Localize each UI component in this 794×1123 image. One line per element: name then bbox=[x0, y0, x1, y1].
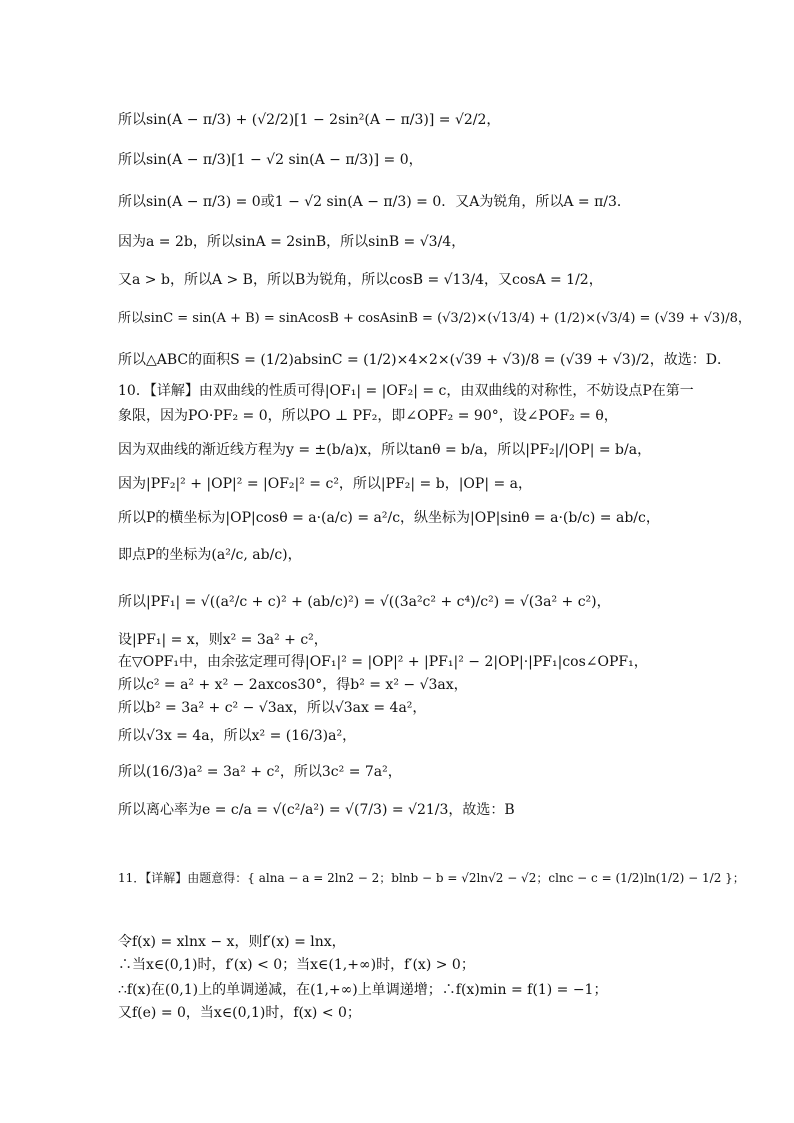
text-line-23: 令f(x) = xlnx − x，则f′(x) = lnx， bbox=[118, 934, 346, 950]
text-line-19: 所以√3x = 4a，所以x² = (16/3)a²， bbox=[118, 728, 357, 744]
text-line-6: 所以sinC = sin(A + B) = sinAcosB + cosAsinB = (√3/2)×(√13/4) + (1/2)×(√3/4) = (√39 + √3)/8， bbox=[118, 311, 751, 326]
text-line-10: 因为双曲线的渐近线方程为y = ±(b/a)x，所以tanθ = b/a，所以|PF₂|/|OP| = b/a， bbox=[118, 442, 652, 458]
text-line-4: 因为a = 2b，所以sinA = 2sinB，所以sinB = √3/4， bbox=[118, 234, 466, 250]
text-line-11: 因为|PF₂|² + |OP|² = |OF₂|² = c²，所以|PF₂| = b，|OP| = a， bbox=[118, 476, 533, 492]
text-line-18: 所以b² = 3a² + c² − √3ax，所以√3ax = 4a²， bbox=[118, 700, 427, 716]
text-line-7: 所以△ABC的面积S = (1/2)absinC = (1/2)×4×2×(√39 + √3)/8 = (√39 + √3)/2，故选：D． bbox=[118, 352, 731, 368]
text-line-13: 即点P的坐标为(a²/c, ab/c)， bbox=[118, 547, 302, 563]
text-line-5: 又a > b，所以A > B，所以B为锐角，所以cosB = √13/4，又cosA = 1/2， bbox=[118, 272, 603, 288]
text-line-26: 又f(e) = 0，当x∈(0,1)时，f(x) < 0； bbox=[118, 1005, 361, 1021]
text-line-21: 所以离心率为e = c/a = √(c²/a²) = √(7/3) = √21/3，故选：B bbox=[118, 802, 515, 818]
text-line-22: 11．【详解】由题意得：{ alna − a = 2ln2 − 2；blnb − b = √2ln√2 − √2；clnc − c = (1/2)ln(1/2) − 1/2 }； bbox=[118, 871, 745, 885]
text-line-16: 在▽OPF₁中，由余弦定理可得|OF₁|² = |OP|² + |PF₁|² − 2|OP|·|PF₁|cos∠OPF₁， bbox=[118, 654, 648, 670]
text-line-8: 10．【详解】由双曲线的性质可得|OF₁| = |OF₂| = c，由双曲线的对称性，不妨设点P在第一 bbox=[118, 383, 694, 399]
text-line-25: ∴f(x)在(0,1)上的单调递减，在(1,+∞)上单调递增；∴f(x)min = f(1) = −1； bbox=[118, 982, 608, 998]
text-line-20: 所以(16/3)a² = 3a² + c²，所以3c² = 7a²， bbox=[118, 764, 402, 780]
text-line-9: 象限，因为PO·PF₂ = 0，所以PO ⊥ PF₂，即∠OPF₂ = 90°，设∠POF₂ = θ， bbox=[118, 408, 618, 424]
text-line-2: 所以sin(A − π/3)[1 − √2 sin(A − π/3)] = 0， bbox=[118, 152, 423, 168]
text-line-17: 所以c² = a² + x² − 2axcos30°，得b² = x² − √3ax， bbox=[118, 677, 468, 693]
text-line-24: ∴当x∈(0,1)时，f′(x) < 0；当x∈(1,+∞)时，f′(x) > 0； bbox=[118, 957, 475, 973]
text-line-12: 所以P的横坐标为|OP|cosθ = a·(a/c) = a²/c，纵坐标为|OP|sinθ = a·(b/c) = ab/c， bbox=[118, 510, 660, 526]
text-line-3: 所以sin(A − π/3) = 0或1 − √2 sin(A − π/3) = 0．又A为锐角，所以A = π/3． bbox=[118, 194, 631, 210]
text-line-1: 所以sin(A − π/3) + (√2/2)[1 − 2sin²(A − π/3)] = √2/2， bbox=[118, 112, 501, 128]
text-line-15: 设|PF₁| = x，则x² = 3a² + c²， bbox=[118, 632, 328, 648]
text-line-14: 所以|PF₁| = √((a²/c + c)² + (ab/c)²) = √((3a²c² + c⁴)/c²) = √(3a² + c²)， bbox=[118, 594, 611, 610]
